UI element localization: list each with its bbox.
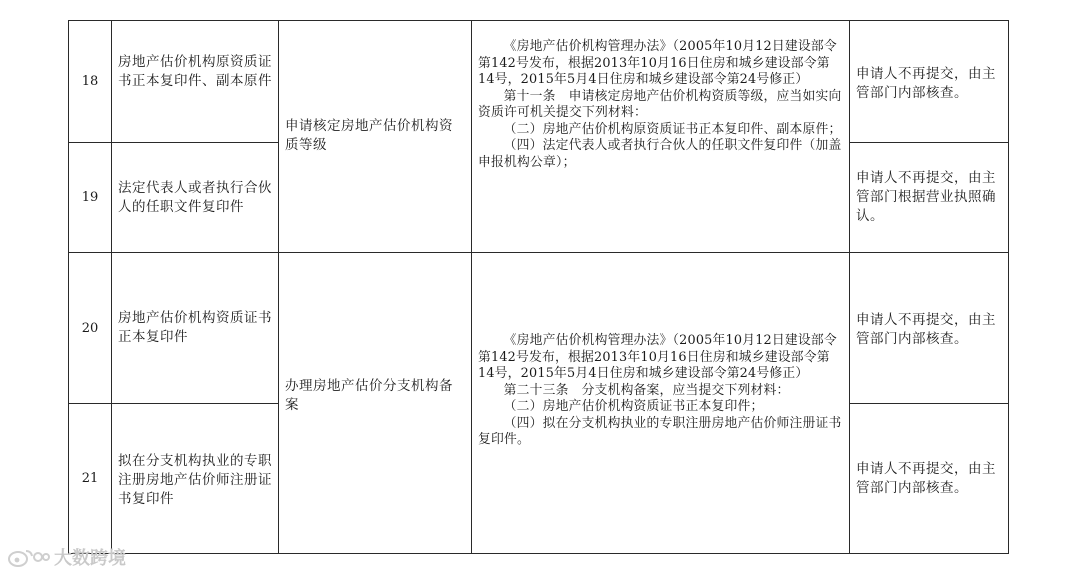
basis-paragraph: （四）法定代表人或者执行合伙人的任职文件复印件（加盖申报机构公章）；: [478, 138, 842, 170]
material-text: 房地产估价机构资质证书正本复印件: [118, 310, 272, 345]
note-cell: [850, 404, 1009, 554]
basis-paragraph: 《房地产估价机构管理办法》（2005年10月12日建设部令第142号发布，根据2013年10月16日住房和城乡建设部令第14号，2015年5月4日住房和城乡建设部令第24号修正）: [478, 333, 837, 381]
item-text: 办理房地产估价分支机构备案: [285, 378, 453, 413]
row-number: 21: [69, 404, 112, 554]
basis-paragraph: （二）房地产估价机构原资质证书正本复印件、副本原件；: [503, 121, 842, 137]
note-text: 申请人不再提交，由主管部门内部核查。: [856, 312, 996, 347]
material-cell: [112, 253, 279, 404]
note-cell: [850, 253, 1009, 404]
row-number: 18: [69, 21, 112, 143]
basis-paragraph: 《房地产估价机构管理办法》（2005年10月12日建设部令第142号发布，根据2013年10月16日住房和城乡建设部令第14号，2015年5月4日住房和城乡建设部令第24号修正）: [478, 39, 837, 87]
item-cell: [279, 253, 472, 554]
row-number: 19: [69, 143, 112, 253]
basis-paragraph: 第十一条 申请核定房地产估价机构资质等级，应当如实向资质许可机关提交下列材料：: [478, 88, 842, 120]
material-text: 房地产估价机构原资质证书正本复印件、副本原件: [118, 54, 272, 89]
basis-cell: [472, 253, 850, 554]
material-text: 拟在分支机构执业的专职注册房地产估价师注册证书复印件: [118, 453, 272, 507]
basis-text: [472, 253, 849, 449]
note-text: 申请人不再提交，由主管部门根据营业执照确认。: [856, 170, 996, 224]
material-cell: [112, 21, 279, 143]
basis-cell: [472, 21, 850, 253]
watermark-text: 大数跨境: [54, 548, 126, 569]
requirements-table: [68, 20, 1009, 554]
basis-text: [472, 21, 849, 171]
basis-paragraph: 第二十三条 分支机构备案，应当提交下列材料：: [503, 382, 790, 398]
item-cell: [279, 21, 472, 253]
table-row: [69, 21, 1009, 143]
material-cell: [112, 143, 279, 253]
note-cell: [850, 21, 1009, 143]
note-cell: [850, 143, 1009, 253]
note-text: 申请人不再提交，由主管部门内部核查。: [856, 66, 996, 101]
row-number: 20: [69, 253, 112, 404]
material-cell: [112, 404, 279, 554]
note-text: 申请人不再提交，由主管部门内部核查。: [856, 461, 996, 496]
weibo-style-logo-icon: [6, 545, 50, 569]
table-row: [69, 253, 1009, 404]
item-text: 申请核定房地产估价机构资质等级: [285, 118, 453, 153]
basis-paragraph: （二）房地产估价机构资质证书正本复印件；: [503, 399, 764, 414]
material-text: 法定代表人或者执行合伙人的任职文件复印件: [118, 180, 272, 215]
basis-paragraph: （四）拟在分支机构执业的专职注册房地产估价师注册证书复印件。: [478, 415, 842, 447]
watermark: [6, 544, 126, 570]
